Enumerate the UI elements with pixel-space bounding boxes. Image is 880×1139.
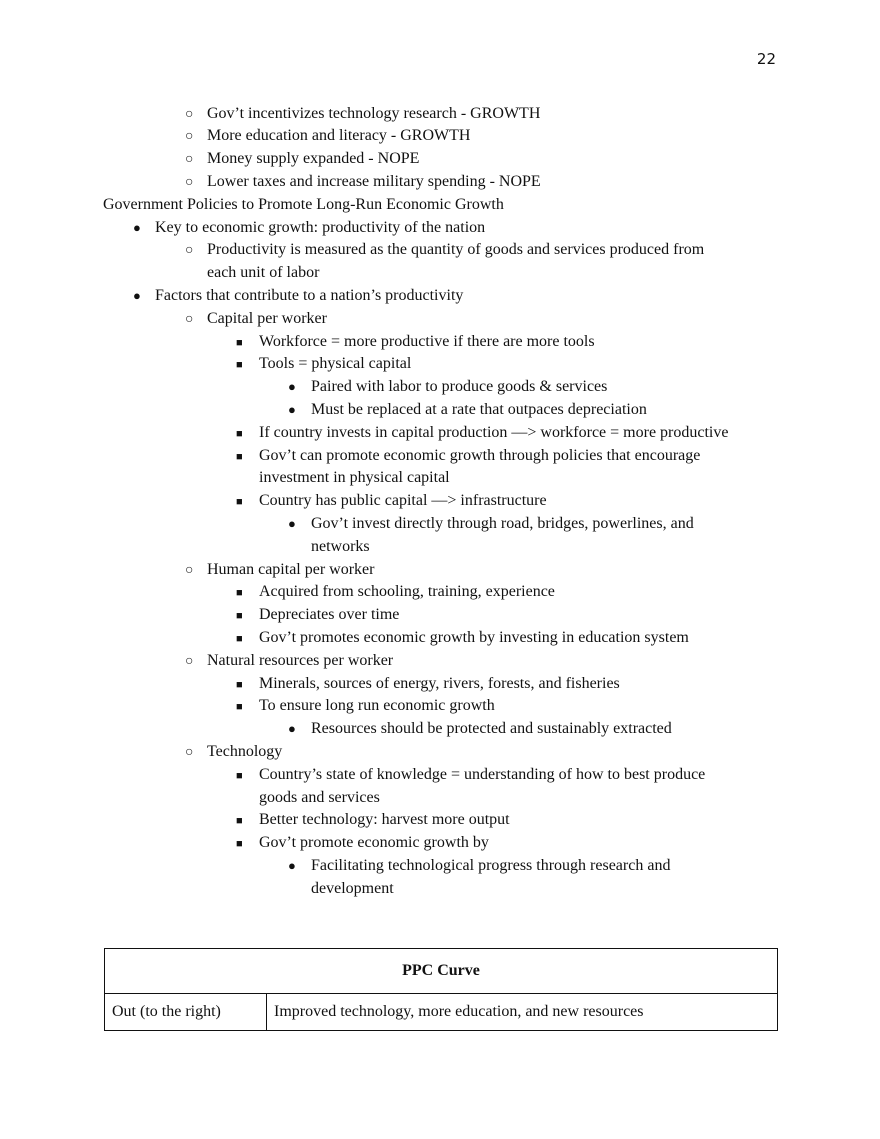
list-item: goods and services (259, 788, 380, 806)
list-item: networks (311, 537, 370, 555)
square-bullet-icon: ■ (236, 336, 243, 349)
bullet-marker (185, 308, 193, 331)
bullet-marker (288, 855, 296, 878)
list-item: Technology (207, 743, 283, 760)
list-item: Resources should be protected and sustainably extracted (311, 720, 672, 738)
list-item: Country has public capital —> infrastructure (259, 492, 547, 510)
list-item: Gov’t promote economic growth by (259, 834, 489, 852)
bullet-marker (133, 285, 141, 308)
list-item: development (311, 879, 394, 897)
list-item: Gov’t incentivizes technology research - GROWTH (207, 104, 541, 122)
bullet-marker (185, 103, 193, 126)
list-item: Human capital per worker (207, 560, 375, 578)
bullet-marker (236, 604, 243, 627)
square-bullet-icon: ■ (236, 359, 243, 372)
bullet-marker (236, 331, 243, 354)
list-item: If country invests in capital production —> workforce = more productive (259, 423, 729, 441)
bullet-marker (185, 559, 193, 582)
list-item: Gov’t promotes economic growth by investing in education system (259, 629, 689, 646)
circle-bullet-icon: ○ (185, 653, 194, 669)
list-item: Depreciates over time (259, 606, 400, 624)
list-item: Tools = physical capital (259, 355, 412, 373)
list-item: Gov’t invest directly through road, bridges, powerlines, and (311, 515, 694, 532)
square-bullet-icon: ■ (236, 701, 243, 714)
circle-bullet-icon: ○ (185, 175, 194, 190)
ppc-curve-table (104, 948, 778, 1031)
dot-bullet-icon: ● (288, 402, 296, 417)
square-bullet-icon: ■ (236, 769, 243, 782)
list-item: Money supply expanded - NOPE (207, 150, 420, 168)
square-bullet-icon: ■ (236, 678, 243, 691)
list-item: Capital per worker (207, 309, 327, 327)
list-item: Natural resources per worker (207, 651, 394, 669)
circle-bullet-icon: ○ (185, 106, 194, 122)
square-bullet-icon: ■ (236, 450, 243, 463)
list-item: Country’s state of knowledge = understanding of how to best produce (259, 765, 706, 783)
square-bullet-icon: ■ (236, 838, 243, 851)
bullet-marker (185, 125, 193, 148)
circle-bullet-icon: ○ (185, 129, 194, 145)
list-item: Gov’t can promote economic growth through policies that encourage (259, 446, 701, 464)
square-bullet-icon: ■ (236, 427, 243, 440)
bullet-marker (236, 581, 243, 604)
square-bullet-icon: ■ (236, 815, 243, 828)
table-row (105, 994, 778, 1031)
list-item: Minerals, sources of energy, rivers, forests, and fisheries (259, 674, 620, 692)
bullet-marker (185, 171, 193, 194)
dot-bullet-icon: ● (133, 219, 141, 235)
dot-bullet-icon: ● (288, 516, 296, 531)
bullet-marker (236, 422, 243, 445)
table-title: PPC Curve (105, 949, 778, 994)
list-item: Better technology: harvest more output (259, 811, 510, 829)
bullet-marker (236, 445, 243, 468)
bullet-marker (288, 399, 296, 422)
bullet-marker (185, 741, 193, 764)
bullet-marker (288, 513, 296, 536)
square-bullet-icon: ■ (236, 633, 243, 645)
circle-bullet-icon: ○ (185, 243, 194, 259)
bullet-marker (185, 239, 193, 262)
square-bullet-icon: ■ (236, 610, 243, 623)
bullet-marker (185, 650, 193, 673)
list-item: More education and literacy - GROWTH (207, 127, 471, 145)
dot-bullet-icon: ● (288, 721, 296, 737)
circle-bullet-icon: ○ (185, 562, 194, 578)
bullet-marker (288, 376, 296, 399)
list-item: Productivity is measured as the quantity of goods and services produced from (207, 241, 705, 259)
table-cell-value: Improved technology, more education, and new resources (267, 994, 778, 1031)
list-item: Key to economic growth: productivity of the nation (155, 218, 486, 236)
list-item: Factors that contribute to a nation’s productivity (155, 287, 464, 304)
bullet-marker (236, 627, 243, 650)
circle-bullet-icon: ○ (185, 311, 194, 327)
section-heading: Government Policies to Promote Long-Run Economic Growth (103, 195, 504, 213)
list-item: To ensure long run economic growth (259, 697, 495, 715)
square-bullet-icon: ■ (236, 587, 243, 600)
list-item: Facilitating technological progress through research and (311, 857, 671, 874)
bullet-marker (133, 217, 141, 240)
bullet-marker (236, 673, 243, 696)
bullet-marker (185, 148, 193, 171)
circle-bullet-icon: ○ (185, 152, 194, 168)
list-item: Must be replaced at a rate that outpaces depreciation (311, 401, 647, 418)
dot-bullet-icon: ● (288, 379, 296, 395)
square-bullet-icon: ■ (236, 496, 243, 509)
bullet-marker (236, 695, 243, 718)
list-item: each unit of labor (207, 264, 320, 282)
circle-bullet-icon: ○ (185, 745, 194, 760)
dot-bullet-icon: ● (133, 288, 141, 303)
bullet-marker (288, 718, 296, 741)
list-item: Paired with labor to produce goods & services (311, 378, 608, 396)
list-item: Acquired from schooling, training, experience (259, 583, 555, 601)
page-number: 22 (756, 50, 776, 68)
bullet-marker (236, 832, 243, 855)
table-cell-label: Out (to the right) (105, 994, 267, 1031)
list-item: Lower taxes and increase military spending - NOPE (207, 173, 541, 190)
bullet-marker (236, 490, 243, 513)
list-item: investment in physical capital (259, 469, 450, 487)
bullet-marker (236, 809, 243, 832)
list-item: Workforce = more productive if there are more tools (259, 332, 595, 350)
dot-bullet-icon: ● (288, 858, 296, 873)
bullet-marker (236, 353, 243, 376)
bullet-marker (236, 764, 243, 787)
